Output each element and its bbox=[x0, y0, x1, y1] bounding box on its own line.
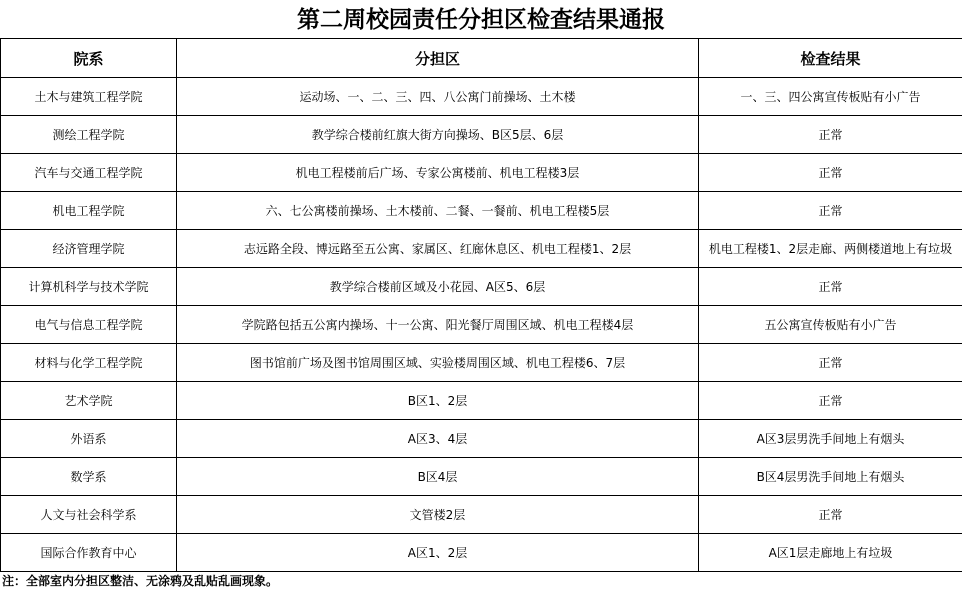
area-cell: 教学综合楼前区域及小花园、A区5、6层 bbox=[177, 268, 699, 306]
table-row bbox=[1, 268, 962, 306]
table-header-row bbox=[1, 39, 962, 78]
result-cell: A区1层走廊地上有垃圾 bbox=[699, 534, 962, 572]
area-cell: 志远路全段、博远路至五公寓、家属区、红廊休息区、机电工程楼1、2层 bbox=[177, 230, 699, 268]
table-row bbox=[1, 496, 962, 534]
department-cell: 材料与化学工程学院 bbox=[1, 344, 177, 382]
area-cell: 运动场、一、二、三、四、八公寓门前操场、土木楼 bbox=[177, 78, 699, 116]
table-row bbox=[1, 116, 962, 154]
result-cell: 正常 bbox=[699, 496, 962, 534]
area-cell: 文管楼2层 bbox=[177, 496, 699, 534]
table-row bbox=[1, 78, 962, 116]
department-cell: 土木与建筑工程学院 bbox=[1, 78, 177, 116]
department-cell: 数学系 bbox=[1, 458, 177, 496]
table-row bbox=[1, 306, 962, 344]
department-cell: 外语系 bbox=[1, 420, 177, 458]
table-row bbox=[1, 154, 962, 192]
area-cell: A区3、4层 bbox=[177, 420, 699, 458]
report-title: 第二周校园责任分担区检查结果通报 bbox=[297, 6, 665, 33]
result-cell: B区4层男洗手间地上有烟头 bbox=[699, 458, 962, 496]
department-cell: 电气与信息工程学院 bbox=[1, 306, 177, 344]
department-cell: 测绘工程学院 bbox=[1, 116, 177, 154]
department-cell: 机电工程学院 bbox=[1, 192, 177, 230]
footnote: 注：全部室内分担区整洁、无涂鸦及乱贴乱画现象。 bbox=[2, 574, 279, 588]
column-header-department: 院系 bbox=[1, 39, 177, 78]
department-cell: 经济管理学院 bbox=[1, 230, 177, 268]
result-cell: 正常 bbox=[699, 154, 962, 192]
result-cell: 正常 bbox=[699, 344, 962, 382]
result-cell: 一、三、四公寓宣传板贴有小广告 bbox=[699, 78, 962, 116]
department-cell: 人文与社会科学系 bbox=[1, 496, 177, 534]
area-cell: B区4层 bbox=[177, 458, 699, 496]
result-cell: 正常 bbox=[699, 382, 962, 420]
result-cell: 正常 bbox=[699, 116, 962, 154]
table-row bbox=[1, 344, 962, 382]
area-cell: 图书馆前广场及图书馆周围区域、实验楼周围区域、机电工程楼6、7层 bbox=[177, 344, 699, 382]
area-cell: 机电工程楼前后广场、专家公寓楼前、机电工程楼3层 bbox=[177, 154, 699, 192]
area-cell: B区1、2层 bbox=[177, 382, 699, 420]
area-cell: 学院路包括五公寓内操场、十一公寓、阳光餐厅周围区域、机电工程楼4层 bbox=[177, 306, 699, 344]
table-row bbox=[1, 534, 962, 572]
table-row bbox=[1, 458, 962, 496]
result-cell: 五公寓宣传板贴有小广告 bbox=[699, 306, 962, 344]
department-cell: 汽车与交通工程学院 bbox=[1, 154, 177, 192]
result-cell: A区3层男洗手间地上有烟头 bbox=[699, 420, 962, 458]
table-row bbox=[1, 192, 962, 230]
department-cell: 国际合作教育中心 bbox=[1, 534, 177, 572]
table-row bbox=[1, 420, 962, 458]
column-header-area: 分担区 bbox=[177, 39, 699, 78]
result-cell: 机电工程楼1、2层走廊、两侧楼道地上有垃圾 bbox=[699, 230, 962, 268]
table-row bbox=[1, 230, 962, 268]
area-cell: 六、七公寓楼前操场、土木楼前、二餐、一餐前、机电工程楼5层 bbox=[177, 192, 699, 230]
area-cell: 教学综合楼前红旗大街方向操场、B区5层、6层 bbox=[177, 116, 699, 154]
department-cell: 艺术学院 bbox=[1, 382, 177, 420]
department-cell: 计算机科学与技术学院 bbox=[1, 268, 177, 306]
table-row bbox=[1, 382, 962, 420]
area-cell: A区1、2层 bbox=[177, 534, 699, 572]
result-cell: 正常 bbox=[699, 268, 962, 306]
result-cell: 正常 bbox=[699, 192, 962, 230]
inspection-results-table bbox=[0, 38, 962, 572]
column-header-result: 检查结果 bbox=[699, 39, 962, 78]
